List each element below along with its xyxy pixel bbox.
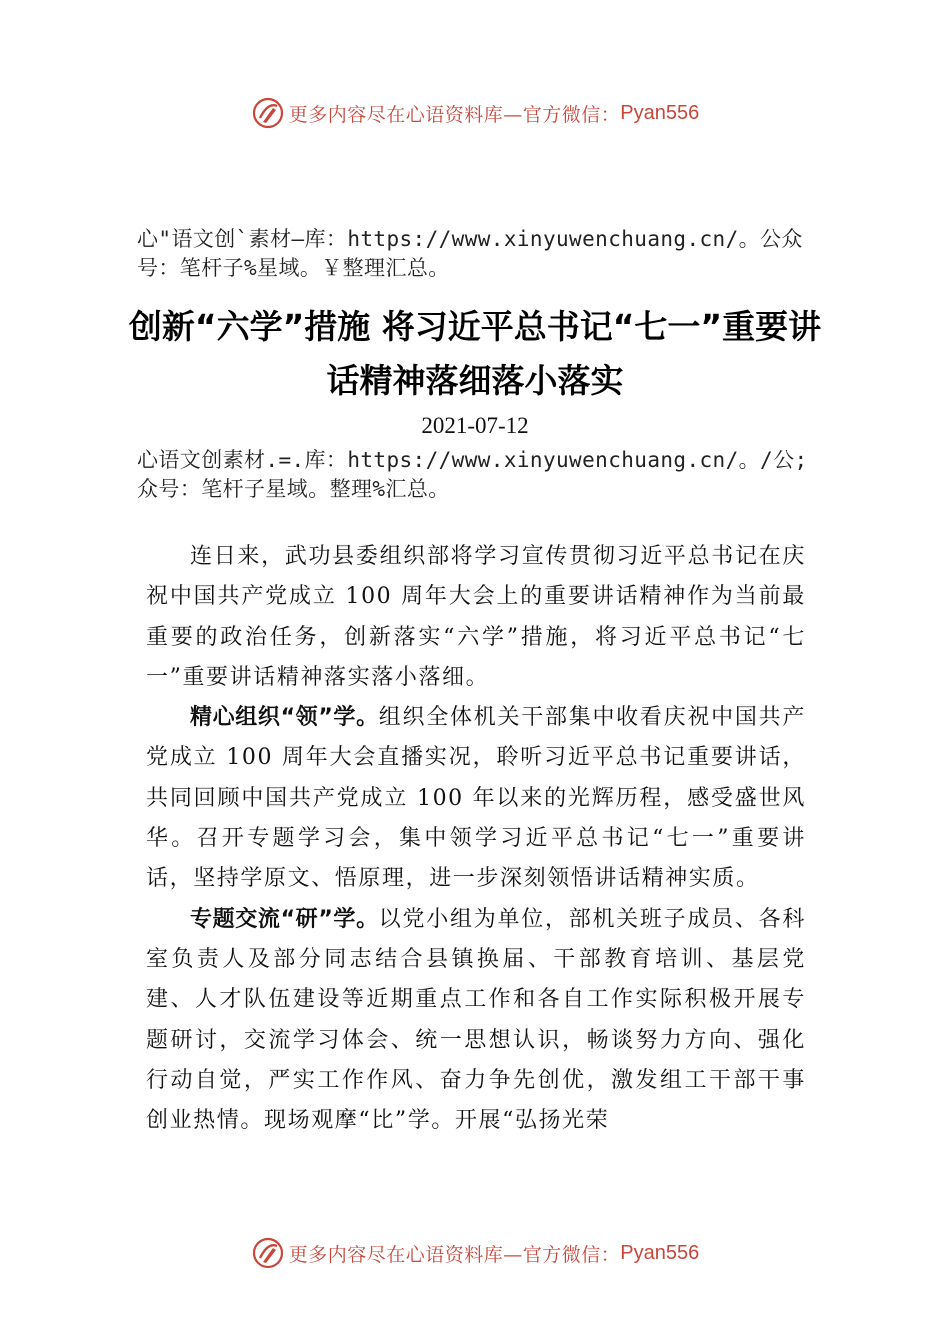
paragraph-text: 以党小组为单位，部机关班子成员、各科室负责人及部分同志结合县镇换届、干部教育培训、基层党建、人才队伍建设等近期重点工作和各自工作实际积极开展专题研讨，交流学习体会、统一思想认识，畅谈努力方向、强化行动自觉，严实工作作风、奋力争先创优，激发组工干部干事创业热情。现场观摩“比”学。开展“弘扬光荣 [146,906,806,1134]
source-note: 心语文创素材.=.库：https://www.xinyuwenchuang.cn/。/公;众号：笔杆子星域。整理%汇总。 [137,448,808,501]
paragraph [146,900,806,1142]
paragraph [146,698,806,899]
source-note: 心"语文创`素材—库：https://www.xinyuwenchuang.cn/。公众号：笔杆子%星域。￥整理汇总。 [137,227,803,280]
banner-wechat-id: Pyan556 [620,1241,700,1264]
banner-text: 更多内容尽在心语资料库—官方微信： [288,1243,621,1266]
paragraph-lead: 精心组织“领”学。 [190,705,379,731]
header-banner [0,93,950,133]
banner-wechat-id: Pyan556 [620,101,700,124]
footer-banner [0,1233,950,1273]
paragraph [146,537,806,698]
publish-date: 2021-07-12 [421,413,529,438]
brand-logo-icon [251,1236,285,1270]
brand-logo-icon [251,96,285,130]
page-title: 创新“六学”措施 将习近平总书记“七一”重要讲话精神落细落小落实 [128,307,822,400]
banner-text: 更多内容尽在心语资料库—官方微信： [288,103,621,126]
paragraph-lead: 专题交流“研”学。 [190,906,379,932]
paragraph-text: 组织全体机关干部集中收看庆祝中国共产党成立 100 周年大会直播实况，聆听习近平总书记重要讲话，共同回顾中国共产党成立 100 年以来的光辉历程，感受盛世风华。召开专题学习会，集中领学习近平总书记“七一”重要讲话，坚持学原文、悟原理，进一步深刻领悟讲话精神实质。 [146,705,806,892]
paragraph-text: 连日来，武功县委组织部将学习宣传贯彻习近平总书记在庆祝中国共产党成立 100 周年大会上的重要讲话精神作为当前最重要的政治任务，创新落实“六学”措施，将习近平总书记“七一”重要讲话精神落实落小落细。 [146,544,806,690]
article-body [146,537,806,1141]
